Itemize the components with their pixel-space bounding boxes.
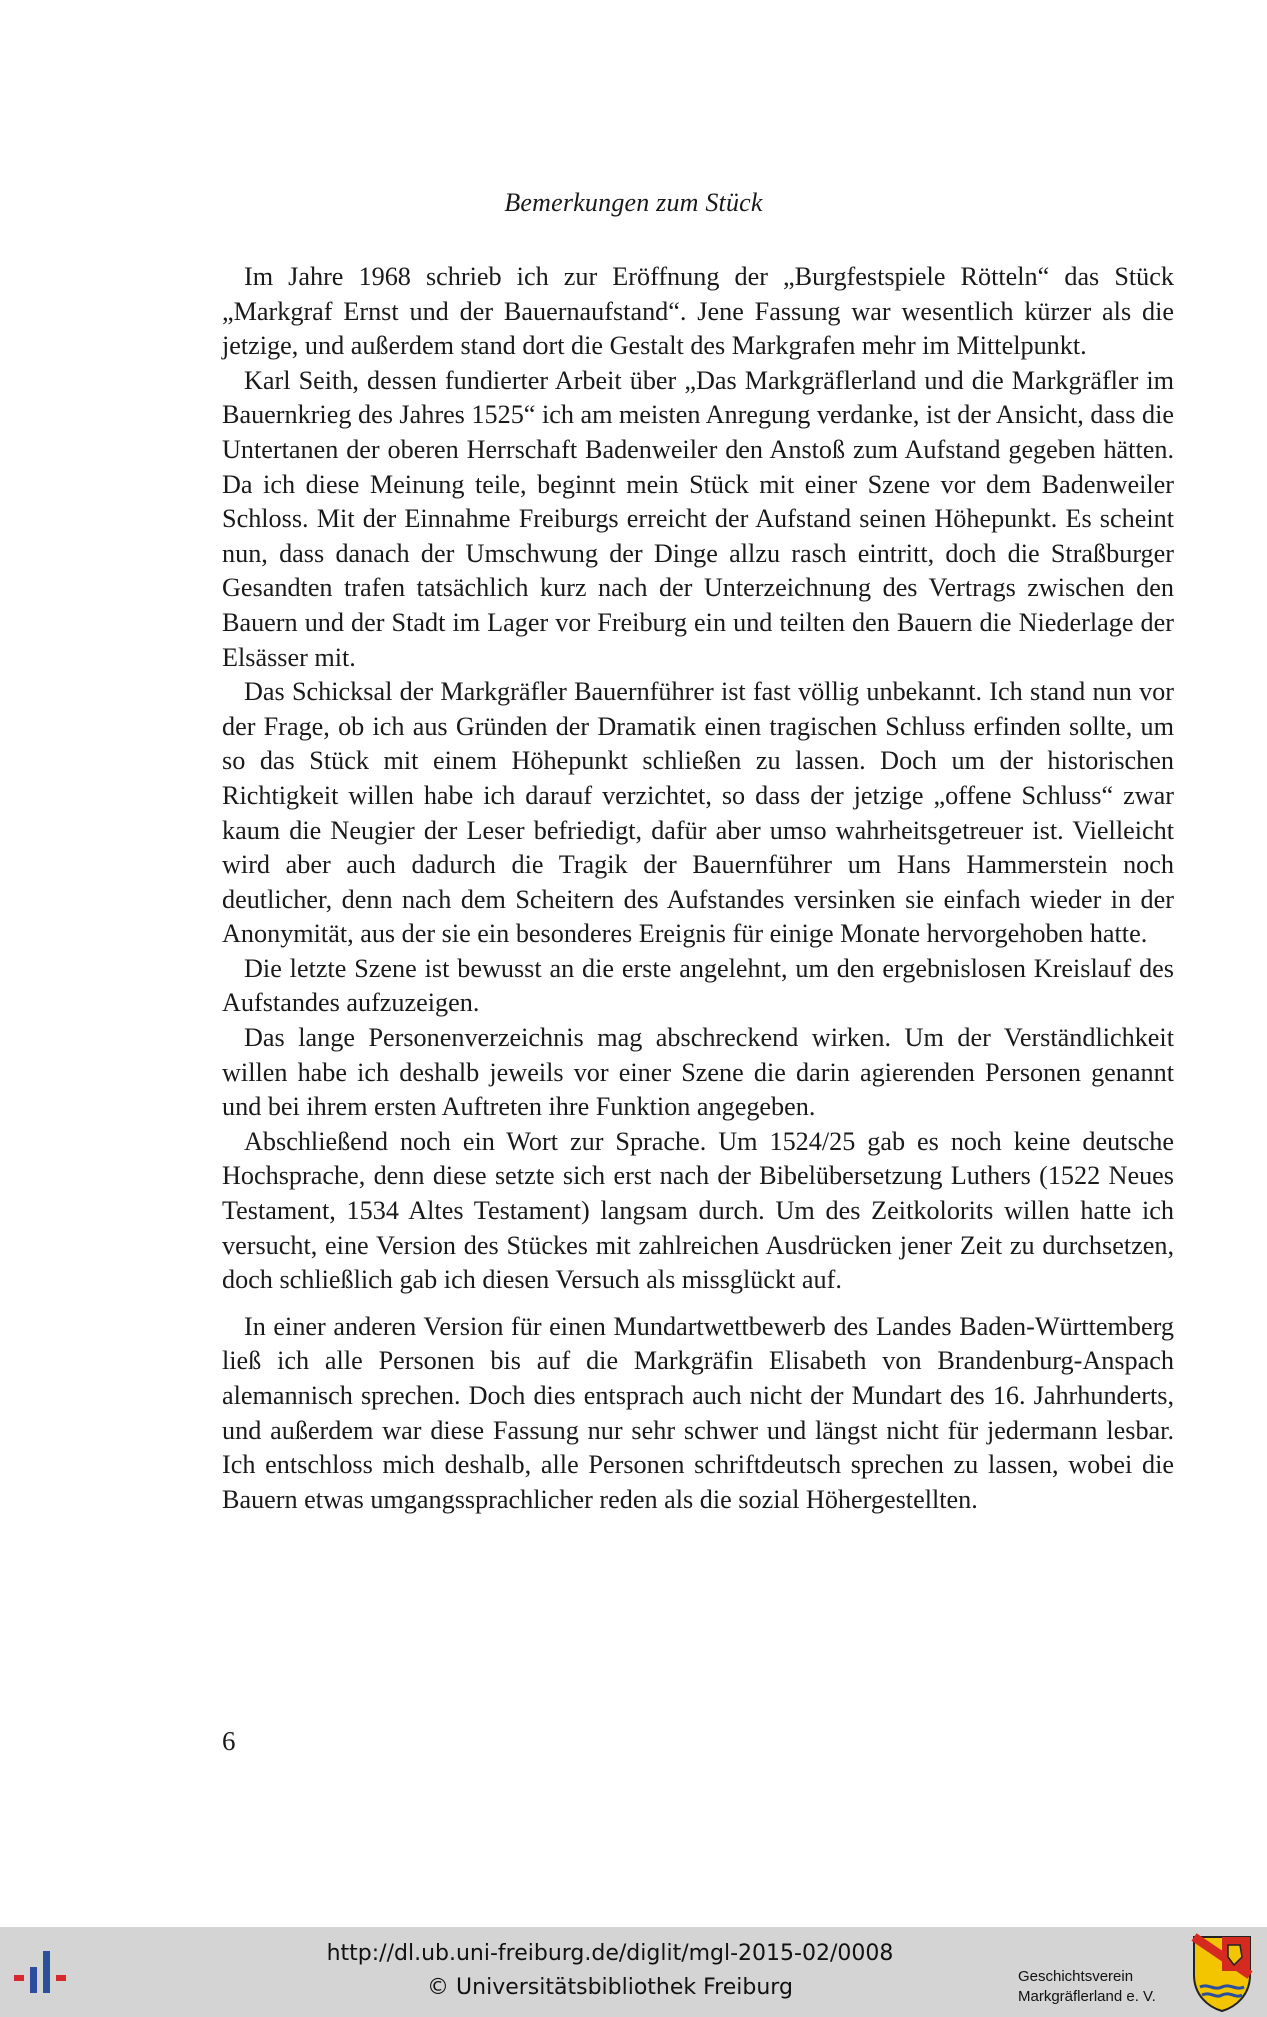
footer-bar [0,1927,1267,2017]
ub-freiburg-logo-icon[interactable] [10,1939,90,2005]
footer-organization[interactable] [1018,1967,1156,2007]
paragraph: Das Schicksal der Markgräfler Bauernführer ist fast völlig unbekannt. Ich stand nun vor der Frage, ob ich aus Gründen der Dramatik einen tragischen Schluss erfinden sollte, um so das Stück mit einem Höhepunkt schließen zu lassen. Doch um der historischen Richtigkeit willen habe ich darauf verzichtet, so dass der jetzige „offene Schluss“ zwar kaum die Neugier der Leser befriedigt, dafür aber umso wahrheitsgetreuer ist. Vielleicht wird aber auch dadurch die Tragik der Bauernführer um Hans Hammerstein noch deutlicher, denn nach dem Scheitern des Aufstandes versinken sie einfach wieder in der Anonymität, aus der sie ein besonderes Ereignis für einige Monate hervorgehoben hatte. [222,677,1174,949]
footer-org-line1: Geschichtsverein [1018,1968,1134,1985]
paragraph: In einer anderen Version für einen Mundartwettbewerb des Landes Baden-Württemberg ließ ich alle Personen bis auf die Markgräfin Elisabeth von Brandenburg-Anspach alemannisch sprechen. Doch dies entsprach auch nicht der Mundart des 16. Jahrhunderts, und außerdem war diese Fassung nur sehr schwer und längst nicht für jedermann lesbar. Ich entschloss mich deshalb, alle Personen schriftdeutsch sprechen zu lassen, wobei die Bauern etwas umgangssprachlicher reden als die sozial Höhergestellten. [222,1311,1174,1514]
paragraph: Die letzte Szene ist bewusst an die erste angelehnt, um den ergebnislosen Kreislauf des Aufstandes aufzuzeigen. [222,953,1174,1018]
coat-of-arms-icon [1190,1931,1254,2013]
paragraph: Im Jahre 1968 schrieb ich zur Eröffnung der „Burgfestspiele Rötteln“ das Stück „Markgraf Ernst und der Bauernaufstand“. Jene Fassung war wesentlich kürzer als die jetzige, und außerdem stand dort die Gestalt des Markgrafen mehr im Mittelpunkt. [222,262,1174,361]
body-text [222,260,1174,1517]
footer-citation [280,1937,940,2005]
page-number: 6 [222,1726,236,1756]
paragraph: Karl Seith, dessen fundierter Arbeit über „Das Markgräflerland und die Markgräfler im Bauernkrieg des Jahres 1525“ ich am meisten Anregung verdanke, ist der Ansicht, dass die Untertanen der oberen Herrschaft Badenweiler den Anstoß zum Aufstand gegeben hätten. Da ich diese Meinung teile, beginnt mein Stück mit einer Szene vor dem Badenweiler Schloss. Mit der Einnahme Freiburgs erreicht der Aufstand seinen Höhepunkt. Es scheint nun, dass danach der Umschwung der Dinge allzu rasch eintritt, doch die Straßburger Gesandten trafen tatsächlich kurz nach der Unterzeichnung des Vertrags zwischen den Bauern und der Stadt im Lager vor Freiburg ein und teilten den Bauern die Niederlage der Elsässer mit. [222,365,1174,672]
footer-copyright: © Universitätsbibliothek Freiburg [427,1975,793,2000]
paragraph: Abschließend noch ein Wort zur Sprache. Um 1524/25 gab es noch keine deutsche Hochsprache, denn diese setzte sich erst nach der Bibelübersetzung Luthers (1522 Neues Testament, 1534 Altes Testament) langsam durch. Um des Zeitkolorits willen hatte ich versucht, eine Version des Stückes mit zahlreichen Ausdrücken jener Zeit zu durchsetzen, doch schließlich gab ich diesen Versuch als missglückt auf. [222,1126,1174,1295]
footer-url-link[interactable]: http://dl.ub.uni-freiburg.de/diglit/mgl-2015-02/0008 [326,1941,894,1966]
running-head: Bemerkungen zum Stück [504,188,763,217]
footer-org-line2: Markgräflerland e. V. [1018,1988,1156,2005]
paragraph: Das lange Personenverzeichnis mag abschreckend wirken. Um der Verständlichkeit willen habe ich deshalb jeweils vor einer Szene die darin agierenden Personen genannt und bei ihrem ersten Auftreten ihre Funktion angegeben. [222,1023,1174,1122]
